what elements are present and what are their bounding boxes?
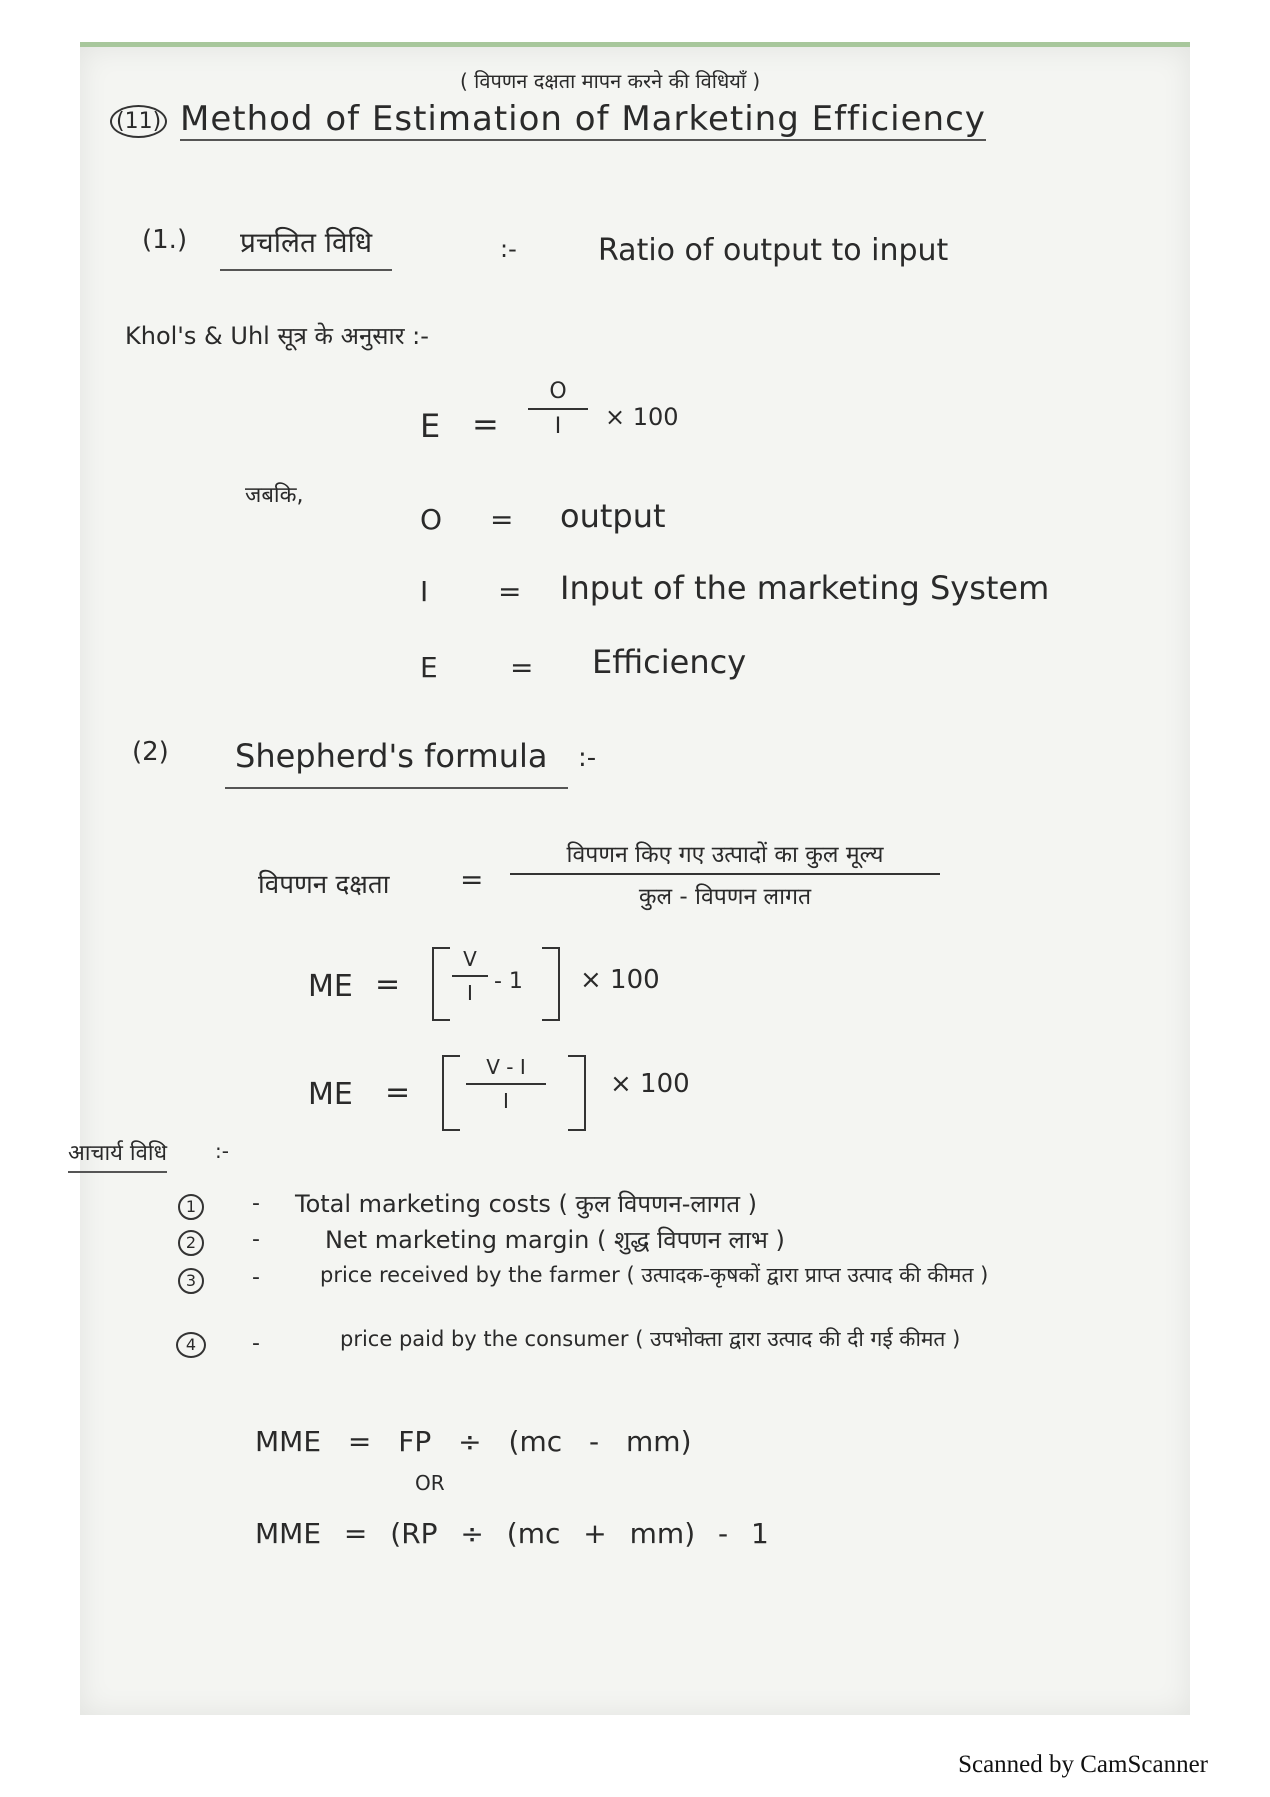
section-number: (11) [110, 105, 167, 138]
me1-right-bracket [542, 947, 560, 1021]
def-symbol-o: O [420, 503, 443, 536]
notebook-page [68, 42, 1190, 1715]
page-title: Method of Estimation of Marketing Efficiency [180, 99, 986, 139]
item1-dash: - [252, 1191, 260, 1216]
me1-lhs: ME [308, 969, 353, 1004]
method2-name: Shepherd's formula [225, 737, 568, 789]
me2-equals: = [385, 1075, 411, 1110]
mme-formula-1: MME = FP ÷ (mc - mm) [255, 1425, 692, 1458]
item4-text: price paid by the consumer ( उपभोक्ता द्वारा उत्पाद की दी गई कीमत ) [340, 1327, 961, 1351]
me1-minus: - 1 [494, 969, 523, 994]
method1-number: (1.) [142, 225, 188, 255]
me1-denominator: I [467, 981, 473, 1005]
method1-description: Ratio of output to input [598, 233, 949, 268]
shepherd-denominator: कुल - विपणन लागत [638, 884, 812, 910]
item4-number: 4 [176, 1332, 206, 1358]
def-symbol-e: E [420, 651, 438, 684]
where-label: जबकि, [245, 483, 304, 508]
def-eq-i: = [498, 575, 522, 608]
formula-e-denominator: I [554, 414, 562, 439]
me2-right-bracket [568, 1055, 586, 1131]
item1-number: 1 [178, 1194, 204, 1220]
me2-multiplier: × 100 [610, 1069, 690, 1099]
method1-name: प्रचलित विधि [220, 223, 392, 271]
me1-equals: = [375, 967, 401, 1002]
or-label: OR [415, 1471, 445, 1495]
item3-dash: - [252, 1265, 260, 1290]
item1-text: Total marketing costs ( कुल विपणन-लागत ) [295, 1190, 758, 1218]
me2-numerator: V - I [466, 1055, 546, 1085]
formula-e-equals: = [472, 405, 499, 443]
me2-fraction [466, 1055, 546, 1113]
shepherd-equals: = [460, 863, 484, 896]
method3-name: आचार्य विधि [68, 1137, 167, 1173]
item2-number: 2 [178, 1230, 204, 1256]
formula-e-fraction [528, 379, 588, 439]
formula-e-multiplier: × 100 [605, 403, 679, 431]
item3-text: price received by the farmer ( उत्पादक-कृषकों द्वारा प्राप्त उत्पाद की कीमत ) [320, 1263, 989, 1287]
me1-left-bracket [432, 947, 450, 1021]
mme-formula-2: MME = (RP ÷ (mc + mm) - 1 [255, 1517, 769, 1550]
method3-sep: :- [215, 1139, 229, 1163]
item2-dash: - [252, 1227, 260, 1252]
shepherd-fraction [510, 837, 940, 911]
me1-fraction [452, 947, 488, 1005]
formula-e-numerator: O [528, 379, 588, 410]
method1-source: Khol's & Uhl सूत्र के अनुसार :- [125, 322, 429, 350]
def-symbol-i: I [420, 575, 429, 608]
method2-number: (2) [132, 737, 169, 767]
def-eq-o: = [490, 503, 514, 536]
scanner-watermark: Scanned by CamScanner [958, 1751, 1208, 1778]
formula-e-lhs: E [420, 407, 441, 445]
def-meaning-o: output [560, 497, 666, 535]
item3-number: 3 [178, 1268, 204, 1294]
def-meaning-i: Input of the marketing System [560, 569, 1050, 607]
item4-dash: - [252, 1331, 260, 1356]
shepherd-lhs: विपणन दक्षता [258, 870, 390, 900]
method1-sep: :- [500, 235, 517, 263]
me2-denominator: I [503, 1089, 509, 1113]
me2-left-bracket [442, 1055, 460, 1131]
me1-numerator: V [452, 947, 488, 977]
def-meaning-e: Efficiency [592, 643, 747, 681]
item2-text: Net marketing margin ( शुद्ध विपणन लाभ ) [325, 1226, 785, 1254]
me1-multiplier: × 100 [580, 965, 660, 995]
hindi-subtitle: ( विपणन दक्षता मापन करने की विधियाँ ) [460, 69, 761, 93]
me2-lhs: ME [308, 1077, 353, 1112]
def-eq-e: = [510, 651, 534, 684]
shepherd-numerator: विपणन किए गए उत्पादों का कुल मूल्य [510, 837, 940, 875]
method2-sep: :- [578, 743, 597, 773]
